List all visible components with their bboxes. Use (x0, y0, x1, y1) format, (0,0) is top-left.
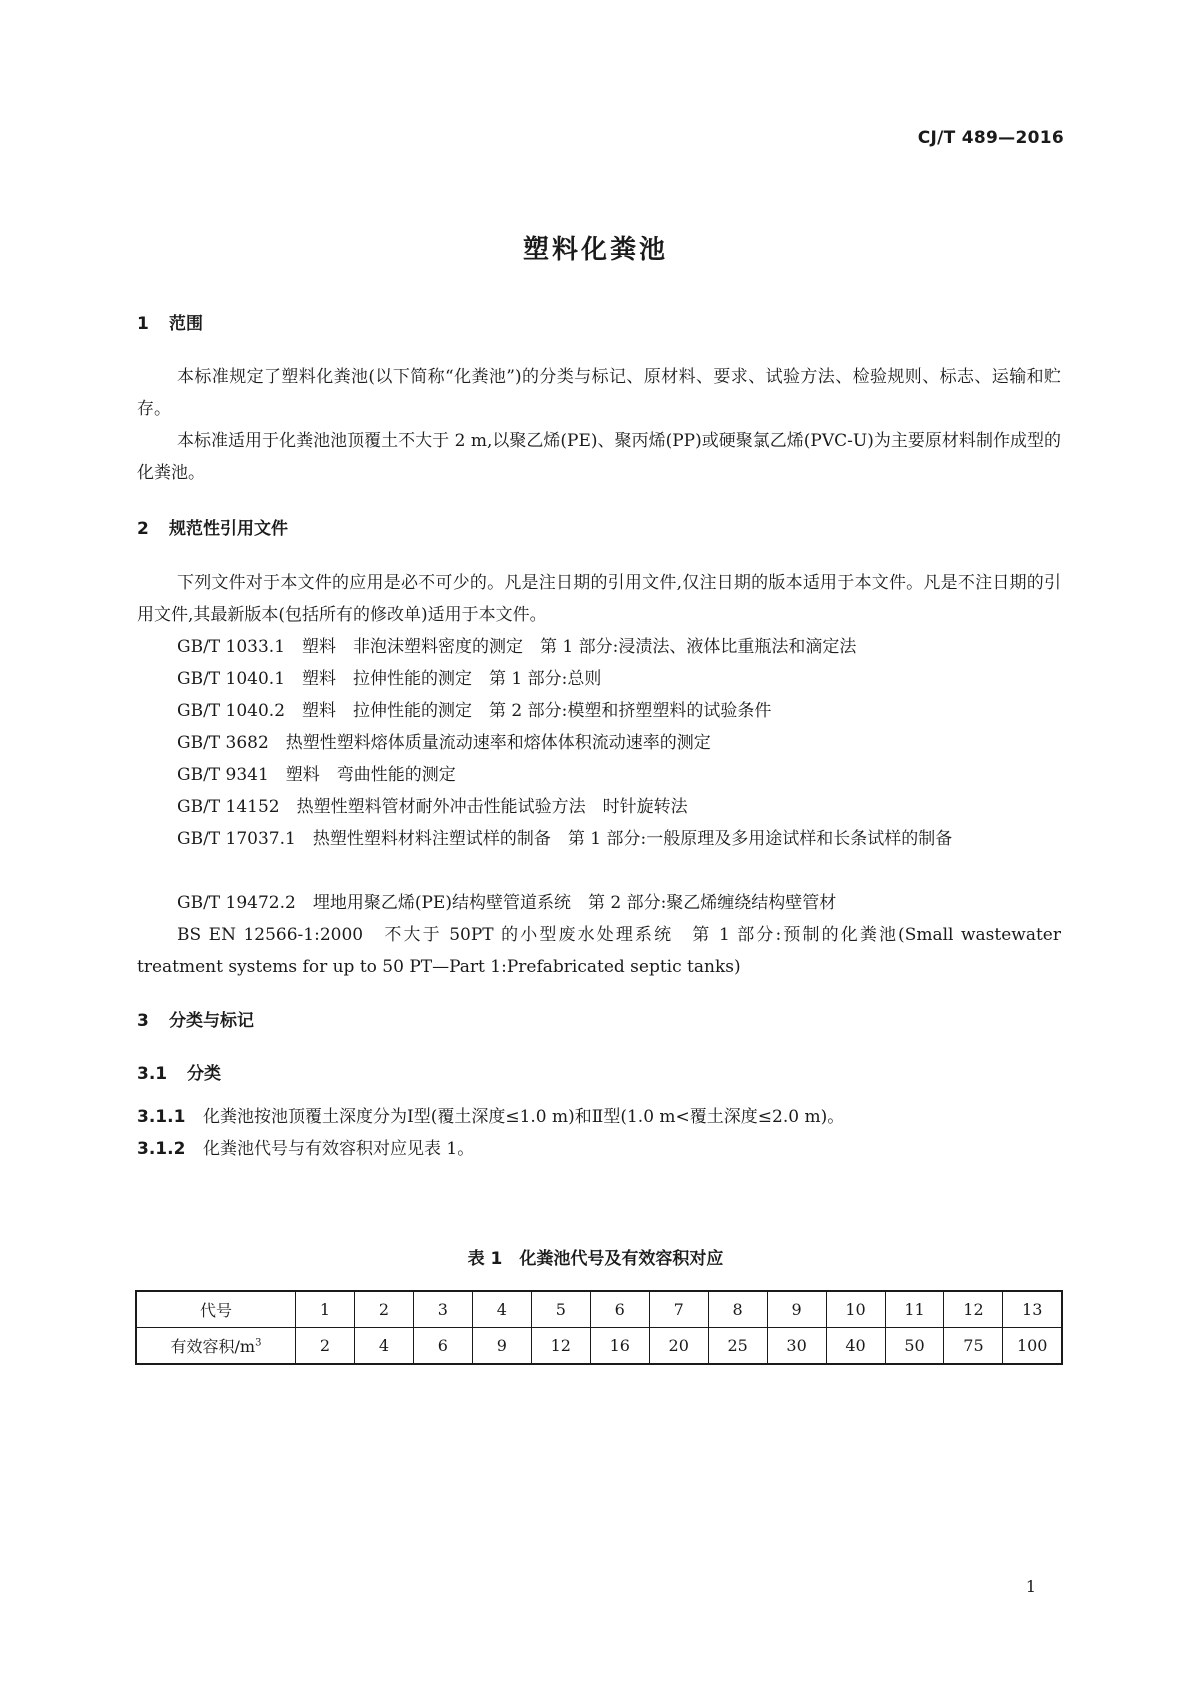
section-number: 3 (137, 1011, 149, 1031)
clause-3-1-1 (137, 1101, 1077, 1133)
volume-cell: 2 (296, 1328, 355, 1365)
volume-cell: 20 (649, 1328, 708, 1365)
volume-cell: 40 (826, 1328, 885, 1365)
volume-cell: 30 (767, 1328, 826, 1365)
reference-item: GB/T 1033.1 塑料 非泡沫塑料密度的测定 第 1 部分:浸渍法、液体比重瓶法和滴定法 (177, 637, 857, 657)
references-intro: 下列文件对于本文件的应用是必不可少的。凡是注日期的引用文件,仅注日期的版本适用于本文件。凡是不注日期的引用文件,其最新版本(包括所有的修改单)适用于本文件。 (137, 573, 1061, 625)
code-cell: 4 (472, 1291, 531, 1328)
standard-code: CJ/T 489—2016 (917, 128, 1064, 148)
reference-item: GB/T 14152 热塑性塑料管材耐外冲击性能试验方法 时针旋转法 (177, 797, 688, 817)
volume-cell: 100 (1003, 1328, 1062, 1365)
scope-paragraph-1: 本标准规定了塑料化粪池(以下简称“化粪池”)的分类与标记、原材料、要求、试验方法、检验规则、标志、运输和贮存。 (137, 367, 1061, 419)
clause-number: 3.1.2 (137, 1139, 186, 1159)
section-title: 范围 (169, 314, 203, 334)
code-cell: 6 (590, 1291, 649, 1328)
section-title: 规范性引用文件 (169, 519, 288, 539)
code-cell: 13 (1003, 1291, 1062, 1328)
code-cell: 7 (649, 1291, 708, 1328)
code-cell: 1 (296, 1291, 355, 1328)
volume-cell: 16 (590, 1328, 649, 1365)
volume-header-superscript: 3 (255, 1337, 262, 1349)
section-title: 分类与标记 (169, 1011, 254, 1031)
reference-item: BS EN 12566-1:2000 不大于 50PT 的小型废水处理系统 第 1 部分:预制的化粪池(Small wastewater treatment systems for up to 50 PT—Part 1:Prefabricated septic tanks) (137, 925, 1061, 977)
row-header-code: 代号 (136, 1291, 296, 1328)
clause-number: 3.1.1 (137, 1107, 186, 1127)
volume-cell: 75 (944, 1328, 1003, 1365)
volume-cell: 25 (708, 1328, 767, 1365)
reference-item: GB/T 1040.2 塑料 拉伸性能的测定 第 2 部分:模塑和挤塑塑料的试验条件 (177, 701, 772, 721)
code-cell: 11 (885, 1291, 944, 1328)
volume-cell: 50 (885, 1328, 944, 1365)
section-2-heading (137, 514, 288, 539)
clause-text: 化粪池按池顶覆土深度分为Ⅰ型(覆土深度≤1.0 m)和Ⅱ型(1.0 m<覆土深度≤2.0 m)。 (203, 1107, 845, 1127)
section-number: 1 (137, 314, 149, 334)
clause-text: 化粪池代号与有效容积对应见表 1。 (203, 1139, 475, 1159)
table-row-codes (136, 1291, 1062, 1328)
code-cell: 9 (767, 1291, 826, 1328)
reference-item: GB/T 9341 塑料 弯曲性能的测定 (177, 765, 456, 785)
volume-header-text: 有效容积/m (170, 1337, 256, 1356)
capacity-table (135, 1290, 1063, 1365)
scope-paragraph-2: 本标准适用于化粪池池顶覆土不大于 2 m,以聚乙烯(PE)、聚丙烯(PP)或硬聚氯乙烯(PVC-U)为主要原材料制作成型的化粪池。 (137, 431, 1061, 483)
subsection-number: 3.1 (137, 1064, 168, 1084)
reference-item: GB/T 1040.1 塑料 拉伸性能的测定 第 1 部分:总则 (177, 669, 602, 689)
code-cell: 5 (531, 1291, 590, 1328)
document-title: 塑料化粪池 (522, 235, 668, 265)
volume-cell: 9 (472, 1328, 531, 1365)
code-cell: 10 (826, 1291, 885, 1328)
reference-item: GB/T 17037.1 热塑性塑料材料注塑试样的制备 第 1 部分:一般原理及多用途试样和长条试样的制备 (177, 829, 953, 849)
section-3-heading (137, 1006, 254, 1031)
table-row-volumes (136, 1328, 1062, 1365)
subsection-title: 分类 (187, 1064, 221, 1084)
section-number: 2 (137, 519, 149, 539)
row-header-volume (136, 1328, 296, 1365)
clause-3-1-2 (137, 1133, 1077, 1165)
table-1-caption: 表 1 化粪池代号及有效容积对应 (467, 1249, 724, 1269)
page-number: 1 (1025, 1577, 1036, 1596)
reference-item: GB/T 19472.2 埋地用聚乙烯(PE)结构壁管道系统 第 2 部分:聚乙烯缠绕结构壁管材 (177, 893, 837, 913)
volume-cell: 6 (413, 1328, 472, 1365)
reference-item: GB/T 3682 热塑性塑料熔体质量流动速率和熔体体积流动速率的测定 (177, 733, 711, 753)
volume-cell: 12 (531, 1328, 590, 1365)
code-cell: 8 (708, 1291, 767, 1328)
code-cell: 2 (354, 1291, 413, 1328)
volume-cell: 4 (354, 1328, 413, 1365)
code-cell: 12 (944, 1291, 1003, 1328)
code-cell: 3 (413, 1291, 472, 1328)
section-1-heading (137, 309, 203, 334)
subsection-3-1-heading (137, 1059, 221, 1084)
